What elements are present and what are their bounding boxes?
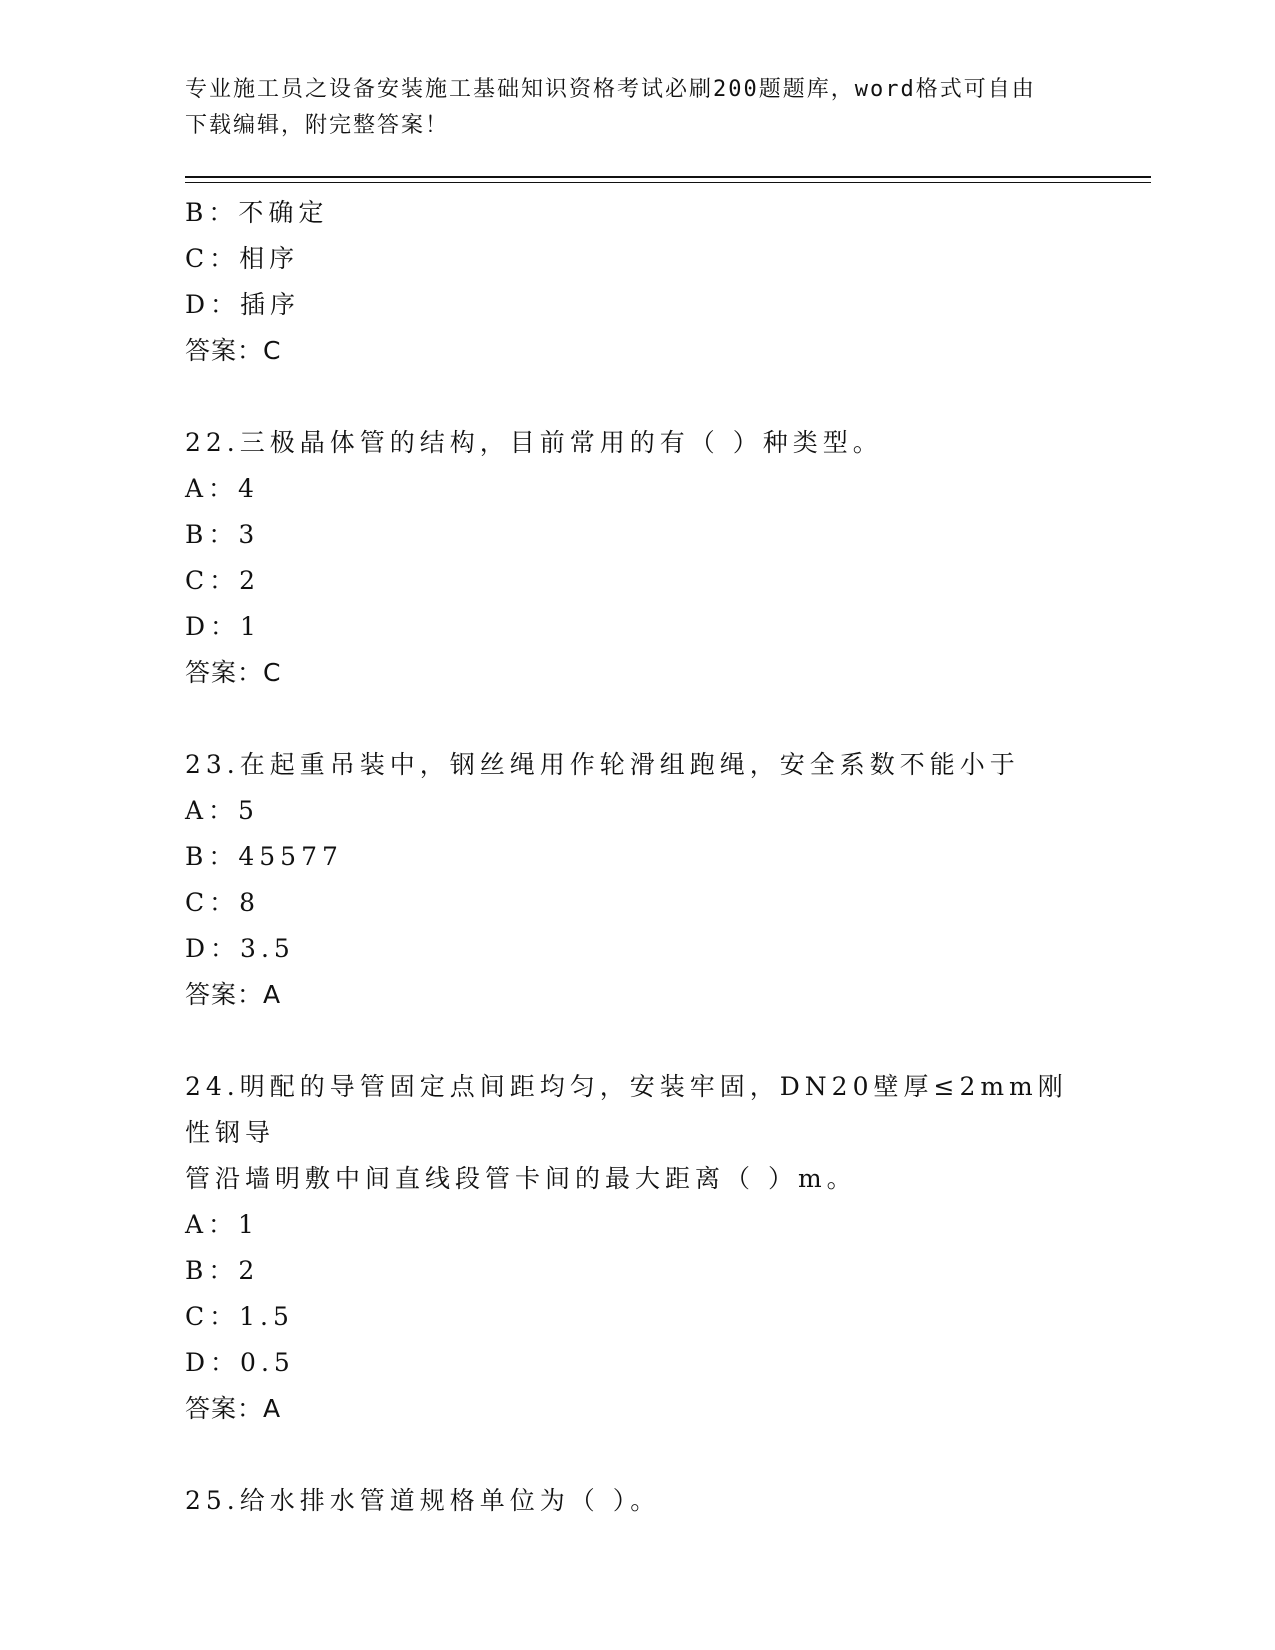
option-a: A：5 [185, 796, 259, 825]
question-24 [185, 1064, 1085, 1432]
header-line-1: 专业施工员之设备安装施工基础知识资格考试必刷200题题库，word格式可自由 [185, 77, 1036, 102]
answer: 答案：C [185, 336, 282, 365]
document-header [185, 72, 1085, 144]
question-25 [185, 1478, 1085, 1524]
option-a: A：4 [185, 474, 259, 503]
question-list [185, 190, 1085, 1524]
spacer [185, 1018, 1085, 1064]
spacer [185, 696, 1085, 742]
answer: 答案：A [185, 980, 282, 1009]
option-d: D：0.5 [185, 1348, 295, 1377]
question-text-line-2: 管沿墙明敷中间直线段管卡间的最大距离（ ）m。 [185, 1164, 857, 1193]
question-text: 25.给水排水管道规格单位为（ ）。 [185, 1486, 661, 1515]
option-d: D：1 [185, 612, 261, 641]
question-text: 23.在起重吊装中，钢丝绳用作轮滑组跑绳，安全系数不能小于 [185, 750, 1020, 779]
option-c: C：相序 [185, 244, 300, 273]
option-b: B：2 [185, 1256, 260, 1285]
header-rule-thick [185, 176, 1151, 178]
spacer [185, 374, 1085, 420]
question-22 [185, 420, 1085, 696]
question-23 [185, 742, 1085, 1018]
option-d: D：插序 [185, 290, 301, 319]
answer: 答案：C [185, 658, 282, 687]
option-a: A：1 [185, 1210, 259, 1239]
question-text: 22.三极晶体管的结构，目前常用的有（ ）种类型。 [185, 428, 883, 457]
question-text-line-1: 24.明配的导管固定点间距均匀，安装牢固，DN20壁厚≤2mm刚性钢导 [185, 1072, 1068, 1147]
header-line-2: 下载编辑，附完整答案！ [185, 113, 450, 138]
option-c: C：8 [185, 888, 261, 917]
spacer [185, 1432, 1085, 1478]
header-rule-thin [185, 182, 1151, 183]
question-21-tail [185, 190, 1085, 374]
option-c: C：1.5 [185, 1302, 294, 1331]
option-b: B：45577 [185, 842, 343, 871]
option-c: C：2 [185, 566, 261, 595]
answer: 答案：A [185, 1394, 282, 1423]
option-b: B：3 [185, 520, 260, 549]
option-d: D：3.5 [185, 934, 295, 963]
option-b: B：不确定 [185, 198, 329, 227]
